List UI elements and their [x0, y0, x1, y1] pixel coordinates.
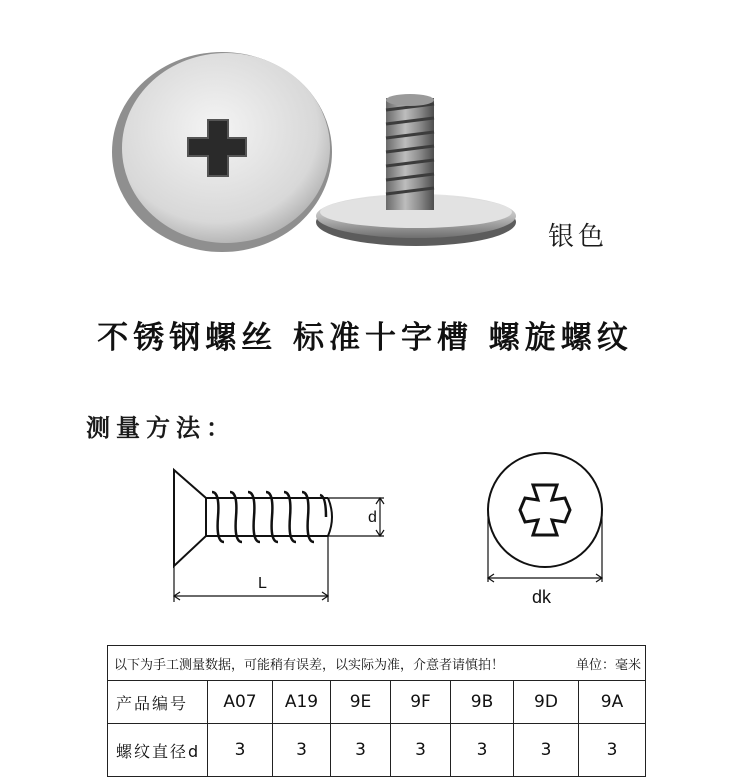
- label-d: d: [368, 509, 377, 526]
- screw-head-top-view: [488, 453, 602, 582]
- table-row: [108, 724, 646, 777]
- color-label: 银色: [548, 222, 609, 252]
- table-note-row: [108, 646, 646, 681]
- product-code: A19: [273, 681, 331, 724]
- table-cell: 3: [451, 724, 514, 777]
- product-code: 9D: [514, 681, 579, 724]
- measurement-diagram: [160, 440, 610, 615]
- unit-label: 单位：毫米: [576, 657, 642, 673]
- product-code: 9E: [331, 681, 391, 724]
- screw-side: [316, 94, 516, 246]
- spec-table: [107, 645, 646, 777]
- table-cell: 3: [579, 724, 646, 777]
- product-photo: [0, 0, 730, 270]
- thread-diameter-label: 螺纹直径d: [108, 724, 208, 777]
- table-cell: 3: [273, 724, 331, 777]
- measurement-note: 以下为手工测量数据，可能稍有误差，以实际为准，介意者请慎拍！: [114, 657, 505, 673]
- table-cell: 3: [208, 724, 273, 777]
- product-code: A07: [208, 681, 273, 724]
- label-dk: dk: [532, 587, 552, 607]
- headline: 不锈钢螺丝 标准十字槽 螺旋螺纹: [97, 320, 633, 356]
- table-cell: 3: [514, 724, 579, 777]
- measure-method-title: 测量方法：: [86, 414, 236, 442]
- product-code-header: 产品编号: [108, 681, 208, 724]
- screw-head-front: [112, 52, 332, 252]
- label-L: L: [258, 575, 267, 592]
- table-cell: 3: [391, 724, 451, 777]
- table-header-row: [108, 681, 646, 724]
- product-code: 9B: [451, 681, 514, 724]
- table-note: [108, 646, 646, 681]
- table-cell: 3: [331, 724, 391, 777]
- product-code: 9A: [579, 681, 646, 724]
- product-code: 9F: [391, 681, 451, 724]
- countersunk-screw-drawing: [174, 470, 384, 602]
